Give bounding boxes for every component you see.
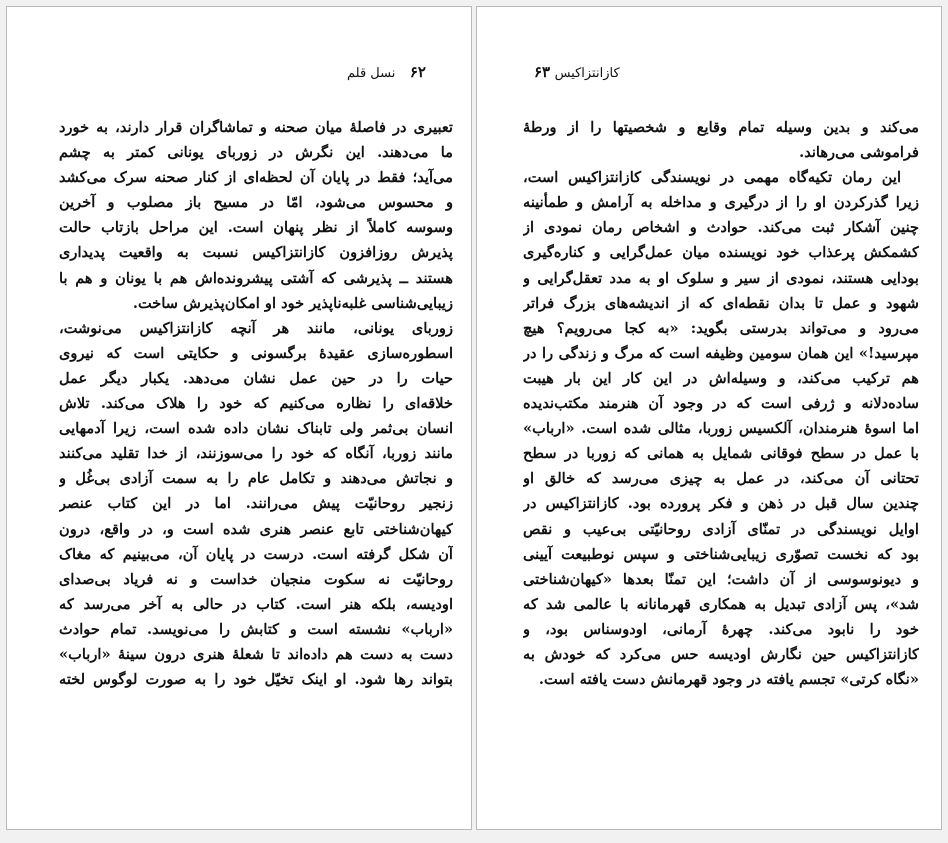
text-line: تعبیری در فاصلهٔ میان صحنه و تماشاگران قرار دارند، به خورد [59, 119, 453, 136]
text-line: مانند زوربا، آنگاه که خود را می‌سوزنند، از خدا تقلید می‌کنند [59, 445, 453, 463]
text-line: بودایی هستند، نمودی از سیر و سلوک او به مدد تعقل‌گرایی و [523, 269, 919, 287]
text-line: کیهان‌شناختی تابع عنصر هنری شده است و، در واقع، درون [59, 520, 453, 538]
text-line: «ارباب» نشسته است و کتابش را می‌نویسد. تمام حوادث [59, 620, 453, 638]
left-page-header [347, 63, 426, 81]
text-line: و دیونوسوسی از آن داشت؛ این تمنّا بعدها «کیهان‌شناختی [523, 570, 919, 588]
text-line: می‌آید؛ فقط در پایان آن لحظه‌ای از کنار صحنه سرک می‌کشد [59, 169, 453, 187]
text-line: اوایل نویسندگی در تمنّای آزادی روحانیّتی بی‌عیب و نقص [523, 520, 919, 538]
text-line: انسان بی‌ثمر ولی تابناک نشان داده شده است، زیرا آدمهایی [59, 420, 453, 438]
text-line: بتواند رها شود. او اینک تخیّل خود را به صورت لوگوس لخته [59, 671, 453, 689]
text-line: زنجیر روحانیّت پیش می‌رانند. اما در این کتاب عنصر [59, 495, 453, 513]
text-line: بود که نخست تصوّری زیبایی‌شناختی و سپس نوطبیعت آیینی [523, 545, 919, 563]
text-line: هم ترکیب می‌کند، و وسیله‌اش در این کار این بار هیبت [523, 369, 919, 387]
text-line: می‌کند و بدین وسیله تمام وقایع و شخصیتها را از ورطهٔ [523, 119, 919, 136]
text-line: کشمکش پرعذاب خود نویسنده میان عمل‌گرایی و کناره‌گیری [523, 244, 919, 262]
text-line: اما اسوهٔ هنرمندان، آلکسیس زوربا، مثالی شده است. «ارباب» [523, 420, 919, 438]
right-page-number: ۶۳ [534, 63, 551, 81]
text-line: با عمل در سطح فوقانی شمایل به همانی که زوربا در سطح [523, 445, 919, 463]
right-page [476, 6, 942, 830]
text-line: تحتانی آن می‌کند، در عمل به چیزی می‌رسد که خالق او [523, 470, 919, 488]
right-page-header [524, 63, 620, 81]
text-line: شهود و عمل تا بدان نقطه‌ای که از اندیشه‌های بزرگ فراتر [523, 294, 919, 312]
text-line: زیرا گذرکردن او را از درگیری و مداخله به آرامش و طمأنینه [523, 194, 919, 212]
text-line: کازانتزاکیس حین نگارش اودیسه حس می‌کرد که خودش به [523, 645, 919, 663]
text-line: دست به دست هم داده‌اند تا شعلهٔ هنری درون سینهٔ «ارباب» [59, 645, 453, 663]
text-line: خود را نابود می‌کند. چهرهٔ آرمانی، اودوسناس بود، و [523, 620, 919, 638]
text-line: ساده‌دلانه و ژرفی است که در وجود آن هنرمند مکتب‌ندیده [523, 395, 919, 413]
text-line: وسوسه کاملاً از نظر پنهان است. این مراحل بازتاب حالت [59, 219, 453, 237]
text-line: اسطوره‌سازی عقیدهٔ برگسونی و حکایتی است که نیروی [59, 344, 453, 362]
text-line: و نجاتش می‌دهند و تکامل عام را به سمت آزادی بی‌غُل و [59, 470, 453, 488]
text-line: پذیرش روزافزون کازانتزاکیس نسبت به واقعیت پدیداری [59, 244, 453, 262]
text-line: اودیسه، بلکه هنر است. کتاب در حالی به آخر می‌رسد که [59, 595, 453, 613]
text-line: زیبایی‌شناسی غلبه‌ناپذیر خود او امکان‌پذیرش ساخت. [132, 294, 453, 312]
text-line: حیات را در حین عمل نشان می‌دهد. یکبار دیگر عمل [59, 369, 453, 387]
text-line: می‌رود و می‌تواند بدرستی بگوید: «به کجا می‌رویم؟ هیچ [523, 319, 919, 337]
text-line: «نگاه کرتی» تجسم یافته در وجود قهرمانش دست یافته است. [538, 671, 919, 689]
text-line: زوربای یونانی، مانند هر آنچه کازانتزاکیس می‌نوشت، [59, 319, 453, 337]
right-running-title: کازانتزاکیس [554, 66, 620, 81]
left-page-number: ۶۲ [409, 63, 426, 81]
left-page-body [59, 115, 453, 692]
left-running-title: نسل قلم [347, 66, 396, 81]
text-line: فراموشی می‌رهاند. [799, 144, 919, 162]
text-line: آن شکل گرفته است. درست در پایان آن، می‌بینیم که مغاک [59, 545, 453, 563]
text-line: خلاقه‌ای را نظاره می‌کنیم که خود را هلاک می‌کند. تلاش [59, 395, 453, 413]
text-line: هستند ــ پذیرشی که آشتی پیشرونده‌اش هم با یونان و هم با [59, 269, 453, 287]
text-line: ما می‌دهند. این نگرش در زوربای یونانی کمتر به چشم [59, 144, 453, 162]
text-line: چنین آشکار ثبت می‌کند. حوادث و اشخاص رمان نمودی از [523, 219, 919, 237]
text-line: چندین سال قبل در ذهن و فکر پرورده بود. کازانتزاکیس در [523, 495, 919, 513]
text-line: و محسوس می‌شود، امّا در مسیح باز مصلوب و آخرین [59, 194, 453, 212]
text-line: شد»، پس آزادی تبدیل به همکاری قهرمانانه با عالمی شد که [523, 595, 919, 613]
right-page-body [523, 115, 919, 692]
text-line: این رمان تکیه‌گاه مهمی در نویسندگی کازانتزاکیس است، [523, 169, 901, 187]
text-line: مپرسید!» این همان سومین وظیفه است که مرگ و زندگی را در [523, 344, 919, 362]
left-page [6, 6, 472, 830]
text-line: روحانیّت نه سکوت منجیان خداست و نه فریاد بی‌صدای [59, 570, 453, 588]
